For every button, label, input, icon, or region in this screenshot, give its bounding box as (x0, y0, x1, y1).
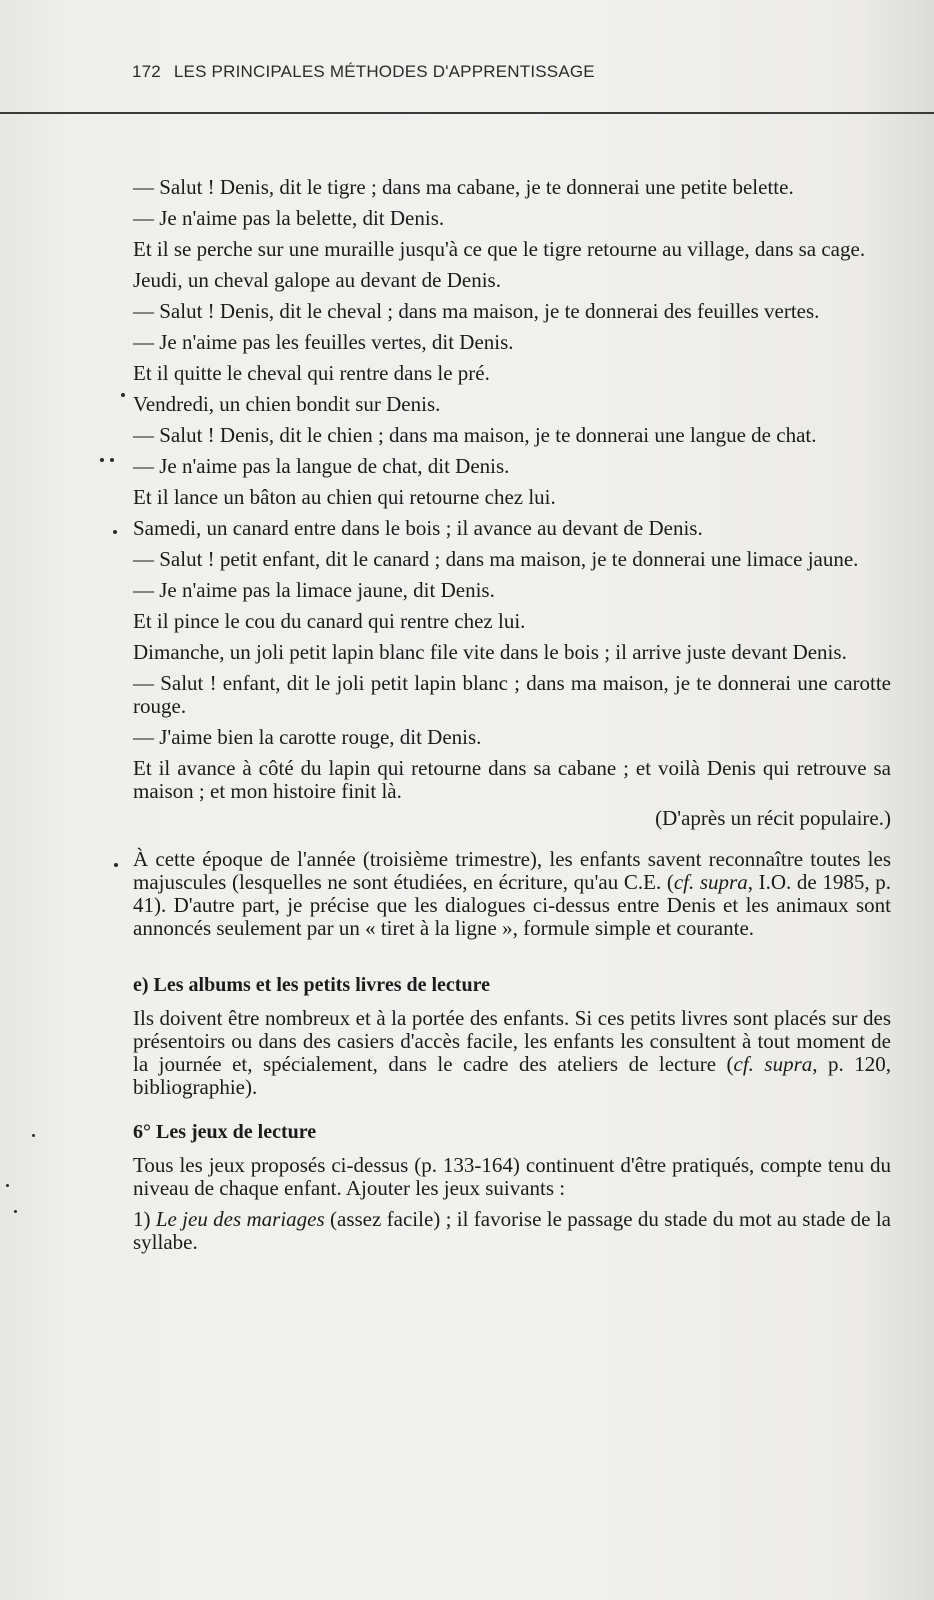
story-line: Et il pince le cou du canard qui rentre chez lui. (133, 609, 526, 633)
story-line: Et il quitte le cheval qui rentre dans le pré. (133, 361, 490, 385)
section-e-heading: e) Les albums et les petits livres de lecture (133, 974, 490, 996)
story-line: — Salut ! Denis, dit le cheval ; dans ma maison, je te donnerai des feuilles vertes. (133, 299, 820, 323)
story-line: — J'aime bien la carotte rouge, dit Denis. (133, 725, 482, 749)
running-title: LES PRINCIPALES MÉTHODES D'APPRENTISSAGE (173, 62, 595, 81)
scan-speck (100, 458, 104, 462)
story-line: Samedi, un canard entre dans le bois ; il avance au devant de Denis. (133, 516, 703, 540)
story-text (133, 176, 891, 803)
story-line: Et il se perche sur une muraille jusqu'à ce que le tigre retourne au village, dans sa cage. (133, 237, 866, 261)
story-line: — Salut ! enfant, dit le joli petit lapin blanc ; dans ma maison, je te donnerai une carotte rouge. (133, 671, 891, 718)
cf-abbrev: cf. (733, 1052, 754, 1076)
page-body (133, 176, 891, 1262)
story-line: Et il avance à côté du lapin qui retourne dans sa cabane ; et voilà Denis qui retrouve sa maison ; et mon histoire finit là. (133, 756, 891, 803)
story-line: — Je n'aime pas la langue de chat, dit Denis. (133, 454, 510, 478)
story-line: — Salut ! Denis, dit le chien ; dans ma maison, je te donnerai une langue de chat. (133, 423, 817, 447)
running-header (132, 62, 595, 82)
scan-speck (32, 1134, 35, 1137)
story-line: Jeudi, un cheval galope au devant de Denis. (133, 268, 501, 292)
scan-speck (114, 863, 118, 867)
section-6-paragraph: Tous les jeux proposés ci-dessus (p. 133-164) continuent d'être pratiqués, compte tenu du niveau de chaque enfant. Ajouter les jeux suivants : (133, 1153, 891, 1200)
story-line: — Salut ! Denis, dit le tigre ; dans ma cabane, je te donnerai une petite belette. (133, 175, 794, 199)
game-item-number: 1) (133, 1207, 156, 1231)
story-line: — Je n'aime pas la belette, dit Denis. (133, 206, 445, 230)
section-e-paragraph (133, 1007, 891, 1099)
commentary-text-1: À cette époque de l'année (troisième trimestre), les enfants savent reconnaître toutes les majuscules (lesquelles ne sont étudiées, en écriture, qu'au C.E. ( (133, 847, 891, 894)
scan-speck (113, 530, 117, 534)
scan-speck (121, 393, 125, 397)
commentary-text-2: , I.O. de 1985, p. 41). D'autre part, je précise que les dialogues ci-dessus entre Denis et les animaux sont annoncés seulement par un « tiret à la ligne », formule simple et courante. (133, 870, 891, 940)
supra-word: supra (699, 870, 748, 894)
scan-speck (6, 1184, 9, 1187)
game-item-1 (133, 1208, 891, 1254)
section-e-text-2: , p. 120, bibliographie). (133, 1052, 892, 1099)
section-e-text-1: Ils doivent être nombreux et à la portée des enfants. Si ces petits livres sont placés sur des présentoirs ou dans des casiers d'accès facile, les enfants les consultent à tout moment de la journée et, spécialement, dans le cadre des ateliers de lecture ( (133, 1006, 891, 1076)
story-line: Vendredi, un chien bondit sur Denis. (133, 392, 441, 416)
story-line: — Je n'aime pas la limace jaune, dit Denis. (133, 578, 495, 602)
story-attribution: (D'après un récit populaire.) (655, 806, 891, 830)
cf-abbrev: cf. (673, 870, 695, 894)
scan-speck (14, 1210, 17, 1213)
page-number: 172 (132, 62, 161, 81)
game-item-description: (assez facile) ; il favorise le passage du stade du mot au stade de la syllabe. (133, 1207, 891, 1254)
supra-word: supra (764, 1052, 813, 1076)
scan-speck (110, 458, 114, 462)
section-6-heading: 6° Les jeux de lecture (133, 1121, 317, 1143)
commentary-paragraph (133, 848, 891, 940)
story-line: — Salut ! petit enfant, dit le canard ; dans ma maison, je te donnerai une limace jaune. (133, 547, 859, 571)
header-rule (0, 112, 934, 114)
story-line: Et il lance un bâton au chien qui retourne chez lui. (133, 485, 556, 509)
story-line: — Je n'aime pas les feuilles vertes, dit Denis. (133, 330, 514, 354)
story-line: Dimanche, un joli petit lapin blanc file vite dans le bois ; il arrive juste devant Denis. (133, 640, 847, 664)
game-item-title: Le jeu des mariages (155, 1207, 325, 1231)
